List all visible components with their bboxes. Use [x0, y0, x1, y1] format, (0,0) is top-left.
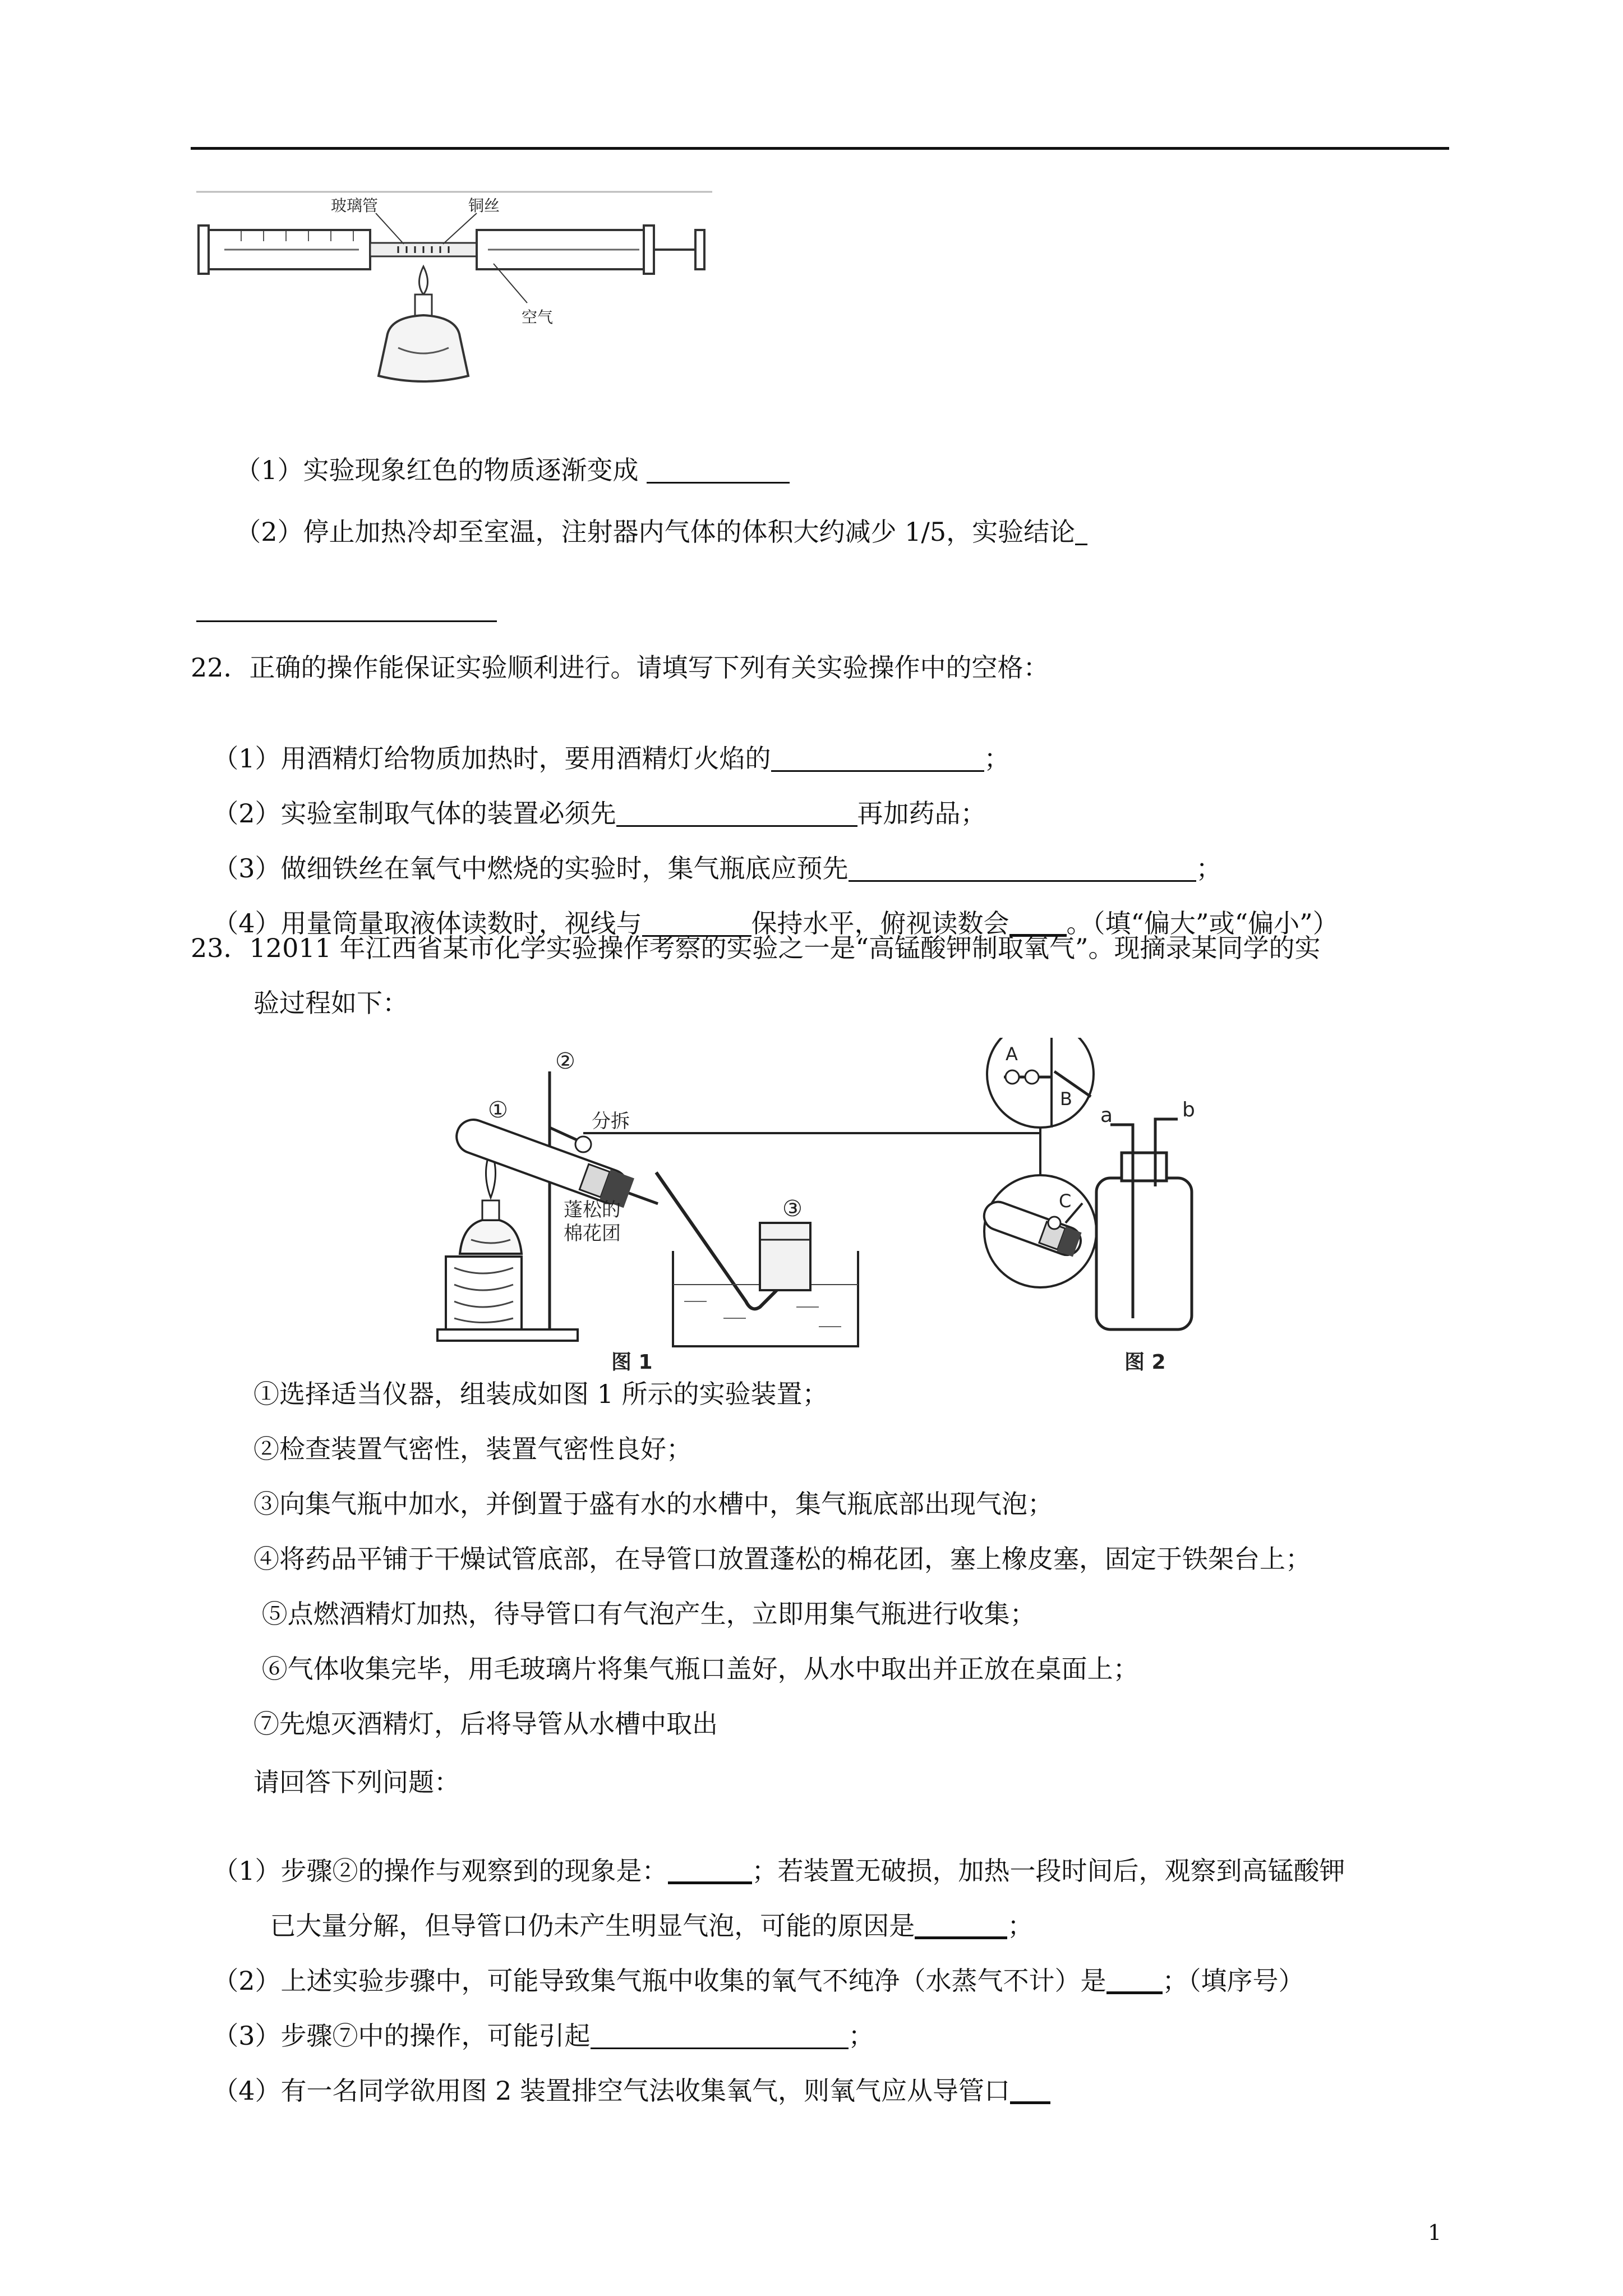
- label-a: a: [1100, 1104, 1113, 1127]
- label-C: C: [1059, 1190, 1072, 1212]
- header-rule: [191, 147, 1449, 150]
- step-3: ③向集气瓶中加水，并倒置于盛有水的水槽中，集气瓶底部出现气泡；: [253, 1489, 1053, 1519]
- questions-prompt: 请回答下列问题：: [253, 1767, 460, 1797]
- q21-item1: [219, 420, 790, 487]
- step-6: ⑥气体收集完毕，用毛玻璃片将集气瓶口盖好，从水中取出并正放在桌面上；: [253, 1654, 1139, 1684]
- label-A: A: [1006, 1043, 1018, 1065]
- q23-answer4-text: （4）有一名同学欲用图 2 装置排空气法收集氧气，则氧气应从导管口: [213, 2076, 1011, 2106]
- q22-item2-end: 再加药品；: [857, 798, 986, 829]
- label-b: b: [1182, 1098, 1195, 1121]
- step-1: ①选择适当仪器，组装成如图 1 所示的实验装置；: [253, 1379, 828, 1409]
- q23-title-line2: 验过程如下：: [253, 988, 408, 1018]
- label-circle-1: ①: [488, 1097, 508, 1123]
- air-label: 空气: [522, 308, 554, 326]
- q23-answer3-text: （3）步骤⑦中的操作，可能引起: [213, 2021, 591, 2051]
- figure-1-caption: 图 1: [611, 1351, 653, 1374]
- page-number: 1: [1428, 2220, 1442, 2245]
- q22-item3-end: ；: [1196, 853, 1222, 884]
- q23-answer1-rest: ；若装置无破损，加热一段时间后，观察到高锰酸钾: [751, 1856, 1345, 1886]
- q22-title: 22．正确的操作能保证实验顺利进行。请填写下列有关实验操作中的空格：: [191, 652, 1049, 683]
- step-5: ⑤点燃酒精灯加热，待导管口有气泡产生，立即用集气瓶进行收集；: [253, 1599, 1036, 1629]
- label-split: 分拆: [592, 1110, 630, 1133]
- q21-item1-text: （1）实验现象红色的物质逐渐变成: [235, 455, 647, 485]
- q23-answer2-end: ；（填序号）: [1162, 1966, 1304, 1996]
- oxygen-apparatus-figure: [409, 1038, 1251, 1374]
- q22-item1-text: （1）用酒精灯给物质加热时，要用酒精灯火焰的: [213, 743, 771, 774]
- label-cotton-line2: 棉花团: [564, 1222, 621, 1245]
- answer-blank[interactable]: [1106, 1966, 1163, 1994]
- q23-answer1-cont-end: ；: [1007, 1911, 1034, 1941]
- syringe-apparatus-figure: [191, 191, 718, 393]
- q22-item4: [196, 873, 1339, 940]
- label-circle-2: ②: [555, 1048, 575, 1074]
- step-2: ②检查装置气密性，装置气密性良好；: [253, 1434, 692, 1464]
- label-B: B: [1060, 1088, 1072, 1110]
- label-circle-3: ③: [782, 1196, 803, 1222]
- answer-rule[interactable]: [196, 620, 497, 622]
- q23-answer1-cont-text: 已大量分解，但导管口仍未产生明显气泡，可能的原因是: [270, 1911, 915, 1941]
- step-7: ⑦先熄灭酒精灯，后将导管从水槽中取出: [253, 1709, 718, 1739]
- q23-answer3-end: ；: [848, 2021, 874, 2051]
- answer-blank[interactable]: [1075, 518, 1087, 545]
- glass-tube-label: 玻璃管: [331, 196, 379, 215]
- q22-item1-end: ；: [984, 743, 1010, 774]
- q23-answer4: [196, 2040, 1050, 2108]
- q21-item2-text: （2）停止加热冷却至室温，注射器内气体的体积大约减少 1/5，实验结论: [235, 517, 1076, 547]
- q22-item4-mid: 保持水平，俯视读数会: [751, 908, 1009, 938]
- q21-item2: [219, 481, 1087, 549]
- figure-2-caption: 图 2: [1124, 1351, 1166, 1374]
- step-4: ④将药品平铺于干燥试管底部，在导管口放置蓬松的棉花团，塞上橡皮塞，固定于铁架台上；: [253, 1544, 1311, 1574]
- label-cotton-line1: 蓬松的: [564, 1199, 621, 1221]
- copper-wire-label: 铜丝: [468, 196, 500, 215]
- q23-answer1-text: （1）步骤②的操作与观察到的现象是：: [213, 1856, 668, 1886]
- q22-item2-text: （2）实验室制取气体的装置必须先: [213, 798, 616, 829]
- q22-item4-text: （4）用量筒量取液体读数时，视线与: [213, 908, 642, 938]
- q23-title-line1: 23．12011 年江西省某市化学实验操作考察的实验之一是“高锰酸钾制取氧气”。现摘录某同学的实: [191, 933, 1321, 963]
- answer-blank[interactable]: [1010, 2076, 1050, 2104]
- q23-answer2-text: （2）上述实验步骤中，可能导致集气瓶中收集的氧气不纯净（水蒸气不计）是: [213, 1966, 1106, 1996]
- q22-item4-end: 。（填“偏大”或“偏小”）: [1066, 908, 1339, 938]
- answer-blank[interactable]: [647, 456, 790, 484]
- q22-item3-text: （3）做细铁丝在氧气中燃烧的实验时，集气瓶底应预先: [213, 853, 849, 884]
